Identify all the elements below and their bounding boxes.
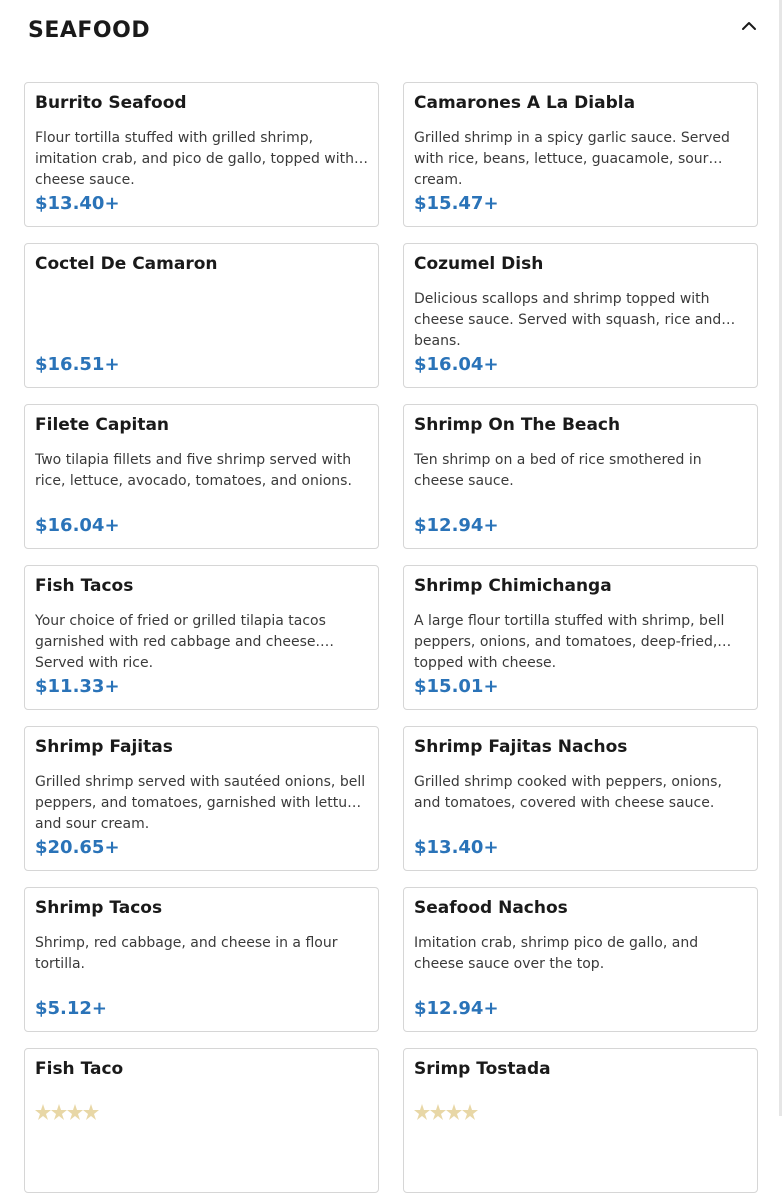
menu-item-price: $16.04+ [35, 515, 120, 536]
menu-item-price: $15.01+ [414, 676, 499, 697]
menu-item-price: $15.47+ [414, 193, 499, 214]
menu-item-price: $11.33+ [35, 676, 120, 697]
menu-item-grid [24, 82, 758, 1193]
menu-item-price: $12.94+ [414, 515, 499, 536]
menu-item-price: $16.04+ [414, 354, 499, 375]
menu-item-card[interactable] [403, 82, 758, 227]
menu-item-name: Fish Taco [35, 1059, 124, 1079]
menu-item-description: Delicious scallops and shrimp topped with cheese sauce. Served with squash, rice and beans. [414, 291, 722, 349]
menu-item-name: Burrito Seafood [35, 93, 187, 113]
menu-item-price: $5.12+ [35, 998, 108, 1019]
menu-item-description: Grilled shrimp served with sautéed onions, bell peppers, and tomatoes, garnished with lettuce and sour cream. [35, 774, 366, 832]
menu-item-card[interactable] [24, 726, 379, 871]
menu-item-name: Shrimp On The Beach [414, 415, 621, 435]
menu-item-price: $20.65+ [35, 837, 120, 858]
menu-item-card[interactable] [24, 1048, 379, 1193]
menu-item-card[interactable] [403, 404, 758, 549]
menu-item-description: Imitation crab, shrimp pico de gallo, and cheese sauce over the top. [414, 935, 699, 972]
menu-item-name: Cozumel Dish [414, 254, 544, 274]
rating-stars [35, 1103, 115, 1115]
menu-item-card[interactable] [24, 82, 379, 227]
menu-item-description: Your choice of fried or grilled tilapia tacos garnished with red cabbage and cheese. Served with rice. [35, 613, 326, 671]
menu-item-price: $13.40+ [35, 193, 120, 214]
menu-item-name: Filete Capitan [35, 415, 170, 435]
menu-item-card[interactable] [403, 565, 758, 710]
menu-item-card[interactable] [24, 404, 379, 549]
menu-item-name: Camarones A La Diabla [414, 93, 636, 113]
menu-item-name: Shrimp Tacos [35, 898, 163, 918]
menu-item-card[interactable] [24, 887, 379, 1032]
star-rating-icon [35, 1103, 115, 1123]
menu-item-card[interactable] [403, 726, 758, 871]
menu-item-description: Two tilapia fillets and five shrimp served with rice, lettuce, avocado, tomatoes, and onions. [35, 452, 352, 489]
menu-item-description: Flour tortilla stuffed with grilled shrimp, imitation crab, and pico de gallo, topped with cheese sauce. [35, 130, 354, 188]
menu-item-name: Seafood Nachos [414, 898, 568, 918]
menu-item-description: Ten shrimp on a bed of rice smothered in cheese sauce. [414, 452, 702, 489]
menu-item-card[interactable] [24, 565, 379, 710]
menu-item-name: Coctel De Camaron [35, 254, 218, 274]
menu-item-card[interactable] [403, 243, 758, 388]
menu-item-description: Shrimp, red cabbage, and cheese in a flour tortilla. [35, 935, 338, 972]
menu-item-description: Grilled shrimp cooked with peppers, onions, and tomatoes, covered with cheese sauce. [414, 774, 722, 811]
chevron-up-icon [738, 14, 760, 36]
menu-item-price: $13.40+ [414, 837, 499, 858]
menu-item-card[interactable] [24, 243, 379, 388]
menu-item-description: A large flour tortilla stuffed with shrimp, bell peppers, onions, and tomatoes, deep-fried, topped with cheese. [414, 613, 725, 671]
menu-item-name: Fish Tacos [35, 576, 134, 596]
menu-item-price: $16.51+ [35, 354, 120, 375]
menu-item-name: Shrimp Fajitas [35, 737, 173, 757]
menu-item-name: Shrimp Fajitas Nachos [414, 737, 628, 757]
menu-item-price: $12.94+ [414, 998, 499, 1019]
star-rating-icon [414, 1103, 494, 1123]
menu-item-card[interactable] [403, 1048, 758, 1193]
section-header [0, 0, 782, 64]
menu-item-name: Srimp Tostada [414, 1059, 551, 1079]
menu-item-description: Grilled shrimp in a spicy garlic sauce. Served with rice, beans, lettuce, guacamole, sour cream. [414, 130, 730, 188]
rating-stars [414, 1103, 494, 1115]
menu-item-card[interactable] [403, 887, 758, 1032]
section-title: SEAFOOD [28, 18, 151, 43]
menu-item-name: Shrimp Chimichanga [414, 576, 612, 596]
collapse-section-button[interactable] [738, 14, 760, 36]
